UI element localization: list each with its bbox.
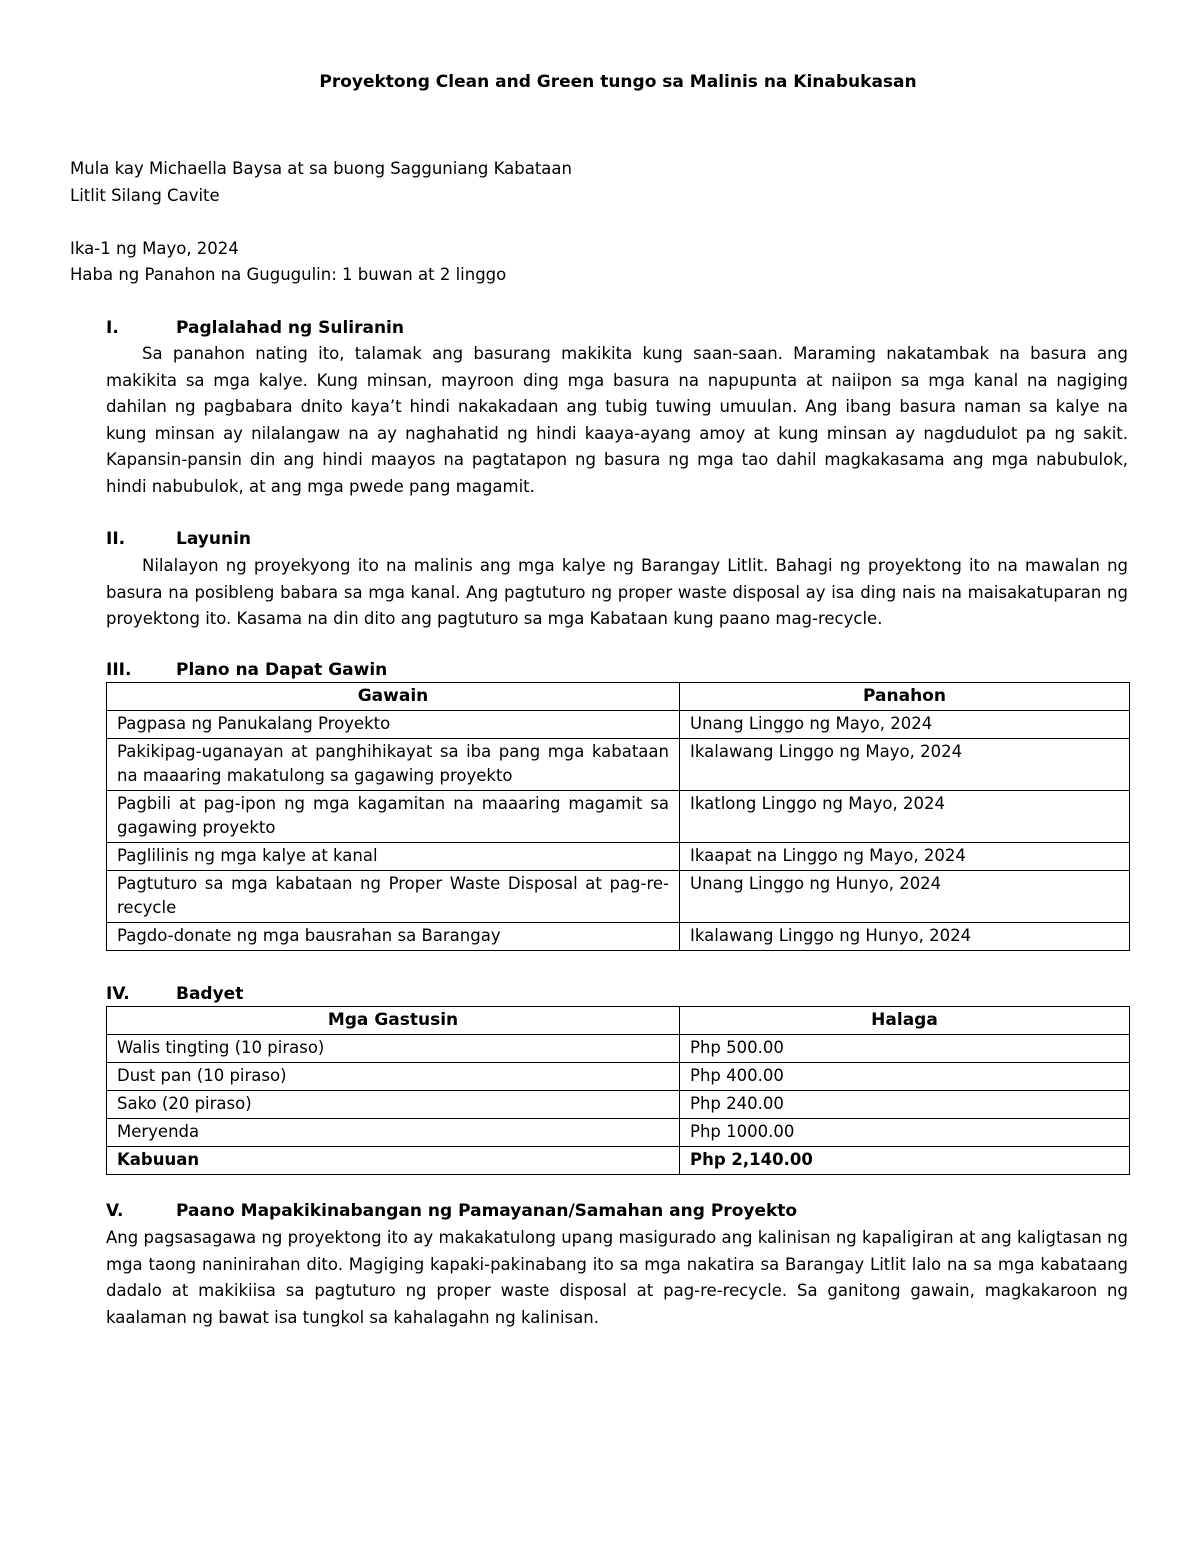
expense-cell: Dust pan (10 piraso)	[107, 1063, 680, 1091]
section-3-heading	[106, 659, 387, 681]
plan-table	[106, 682, 1130, 951]
from-line: Mula kay Michaella Baysa at sa buong Sagguniang Kabataan	[70, 159, 572, 178]
table-header-row	[107, 1007, 1130, 1035]
section-number: V.	[106, 1201, 124, 1221]
table-row	[107, 791, 1130, 843]
section-title: Paano Mapakikinabangan ng Pamayanan/Samahan ang Proyekto	[176, 1201, 798, 1221]
schedule-cell: Ikalawang Linggo ng Hunyo, 2024	[680, 923, 1130, 951]
section-number: IV.	[106, 984, 130, 1004]
section-2-heading	[106, 528, 251, 550]
table-row	[107, 1091, 1130, 1119]
section-number: I.	[106, 318, 119, 338]
task-cell: Paglilinis ng mga kalye at kanal	[107, 843, 680, 871]
schedule-cell: Ikalawang Linggo ng Mayo, 2024	[680, 739, 1130, 791]
task-cell: Pagbili at pag-ipon ng mga kagamitan na maaaring magamit sa gagawing proyekto	[107, 791, 680, 843]
task-cell: Pagtuturo sa mga kabataan ng Proper Waste Disposal at pag-re-recycle	[107, 871, 680, 923]
amount-cell: Php 500.00	[680, 1035, 1130, 1063]
column-header: Halaga	[680, 1007, 1130, 1035]
section-title: Plano na Dapat Gawin	[176, 660, 388, 680]
total-amount: Php 2,140.00	[680, 1147, 1130, 1175]
table-header-row	[107, 683, 1130, 711]
table-row	[107, 739, 1130, 791]
table-row	[107, 871, 1130, 923]
table-row	[107, 1035, 1130, 1063]
budget-table	[106, 1006, 1130, 1175]
section-1-body: Sa panahon nating ito, talamak ang basurang makikita kung saan-saan. Maraming nakatambak na basura ang makikita sa mga kalye. Kung minsan, mayroon ding mga basura na napupunta at naiipon sa mga kanal na nagiging dahilan ng pagbabara dnito kaya’t hindi nakakadaan ang tubig tuwing umuulan. Ang ibang basura naman sa kalye na kung minsan ay nilalangaw na ay naghahatid ng hindi kaaya-ayang amoy at kung minsan ay nagdudulot pa ng sakit. Kapansin-pansin din ang hindi maayos na pagtatapon ng basura ng mga tao dahil magkakasama ang mga nabubulok, hindi nabubulok, at ang mga pwede pang magamit.	[106, 344, 1128, 496]
table-row	[107, 843, 1130, 871]
column-header: Mga Gastusin	[107, 1007, 680, 1035]
section-4-heading	[106, 983, 243, 1005]
column-header: Panahon	[680, 683, 1130, 711]
section-5-heading	[106, 1200, 797, 1222]
section-5-body: Ang pagsasagawa ng proyektong ito ay makakatulong upang masigurado ang kalinisan ng kapaligiran at ang kaligtasan ng mga taong naninirahan dito. Magiging kapaki-pakinabang ito sa mga nakatira sa Barangay Litlit lalo na sa mga kabataang dadalo at makikiisa sa pagtuturo ng proper waste disposal at pag-re-recycle. Sa ganitong gawain, magkakaroon ng kaalaman ng bawat isa tungkol sa kahalagahn ng kalinisan.	[106, 1228, 1128, 1327]
date-line: Ika-1 ng Mayo, 2024	[70, 239, 239, 258]
document-title: Proyektong Clean and Green tungo sa Malinis na Kinabukasan	[319, 72, 917, 92]
expense-cell: Walis tingting (10 piraso)	[107, 1035, 680, 1063]
duration-line: Haba ng Panahon na Gugugulin: 1 buwan at 2 linggo	[70, 265, 507, 284]
section-title: Badyet	[176, 984, 244, 1004]
total-label: Kabuuan	[107, 1147, 680, 1175]
amount-cell: Php 1000.00	[680, 1119, 1130, 1147]
section-2-body: Nilalayon ng proyekyong ito na malinis ang mga kalye ng Barangay Litlit. Bahagi ng proyektong ito na mawalan ng basura na posibleng babara sa mga kanal. Ang pagtuturo ng proper waste disposal ay isa ding nais na maisakatuparan ng proyektong ito. Kasama na din dito ang pagtuturo sa mga Kabataan kung paano mag-recycle.	[106, 556, 1128, 628]
task-cell: Pagpasa ng Panukalang Proyekto	[107, 711, 680, 739]
amount-cell: Php 240.00	[680, 1091, 1130, 1119]
section-number: II.	[106, 529, 126, 549]
section-title: Paglalahad ng Suliranin	[176, 318, 404, 338]
section-number: III.	[106, 660, 132, 680]
total-row	[107, 1147, 1130, 1175]
schedule-cell: Unang Linggo ng Hunyo, 2024	[680, 871, 1130, 923]
section-1-heading	[106, 317, 404, 339]
section-title: Layunin	[176, 529, 251, 549]
task-cell: Pakikipag-uganayan at panghihikayat sa iba pang mga kabataan na maaaring makatulong sa gagawing proyekto	[107, 739, 680, 791]
table-row	[107, 1063, 1130, 1091]
table-row	[107, 1119, 1130, 1147]
schedule-cell: Unang Linggo ng Mayo, 2024	[680, 711, 1130, 739]
amount-cell: Php 400.00	[680, 1063, 1130, 1091]
task-cell: Pagdo-donate ng mga bausrahan sa Barangay	[107, 923, 680, 951]
location-line: Litlit Silang Cavite	[70, 186, 220, 205]
expense-cell: Meryenda	[107, 1119, 680, 1147]
table-row	[107, 923, 1130, 951]
column-header: Gawain	[107, 683, 680, 711]
expense-cell: Sako (20 piraso)	[107, 1091, 680, 1119]
schedule-cell: Ikatlong Linggo ng Mayo, 2024	[680, 791, 1130, 843]
schedule-cell: Ikaapat na Linggo ng Mayo, 2024	[680, 843, 1130, 871]
table-row	[107, 711, 1130, 739]
